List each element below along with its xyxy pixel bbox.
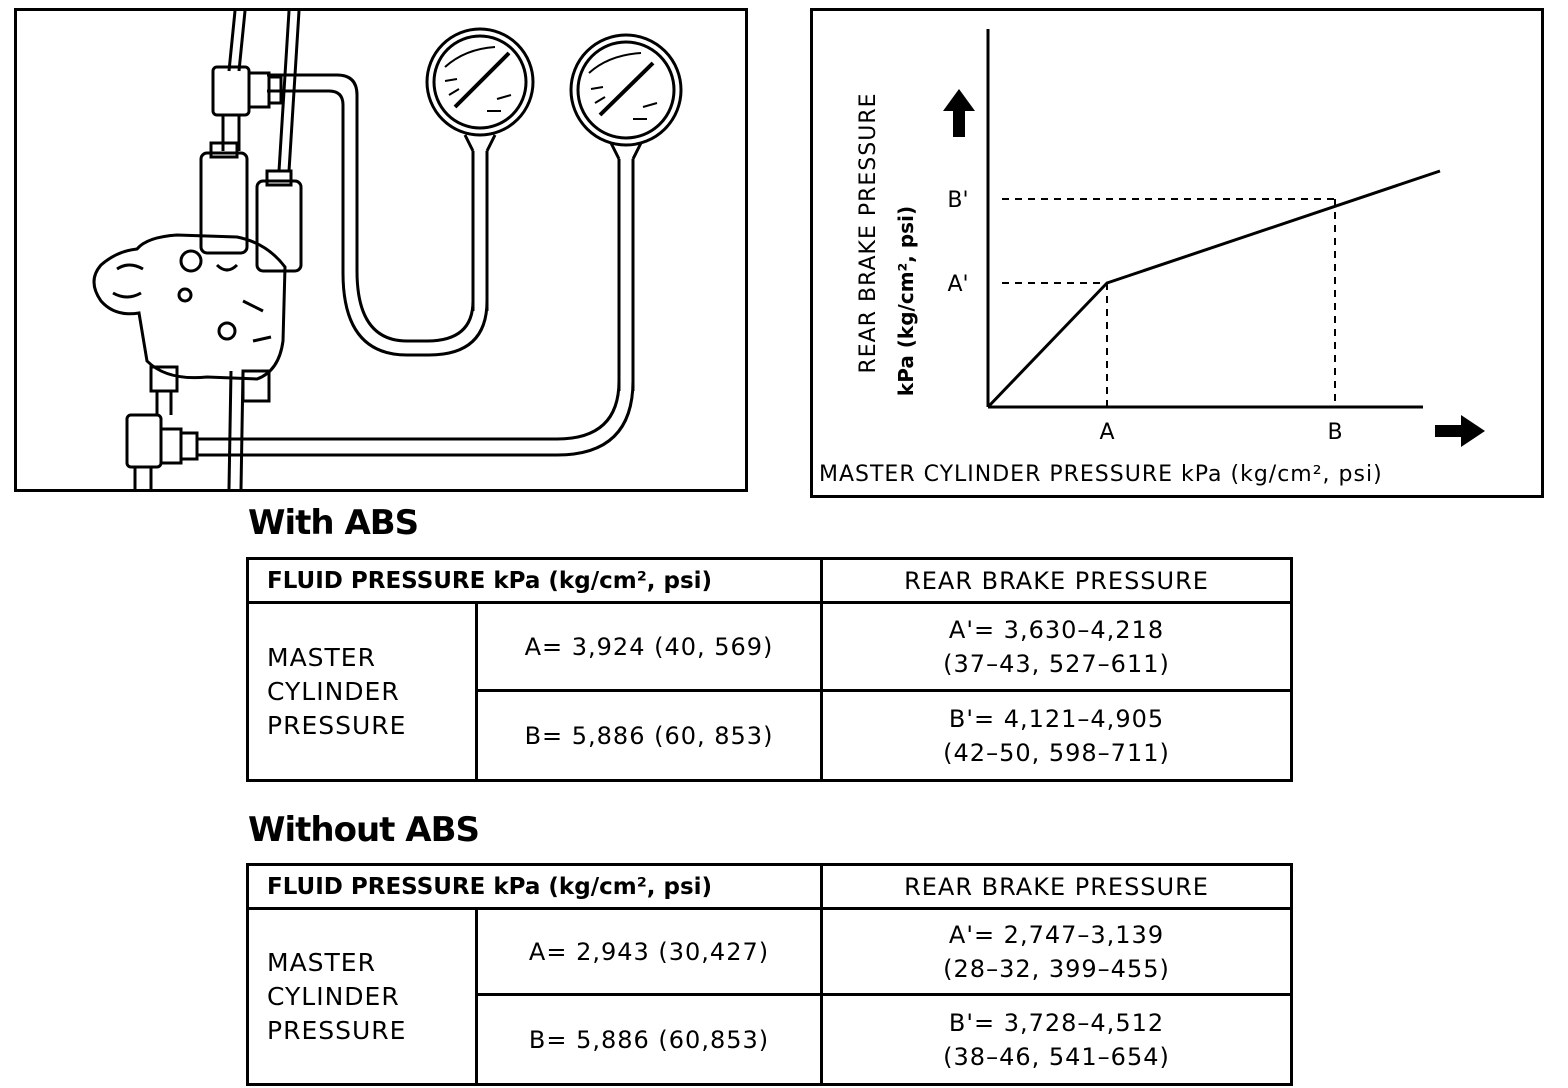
- without-abs-title: Without ABS: [248, 810, 479, 850]
- gauge-hose-lower: [197, 371, 619, 439]
- y-axis-label-line2: kPa (kg/cm², psi): [894, 205, 918, 397]
- pressure-gauge-2: [571, 35, 681, 391]
- header-rear-brake-pressure: REAR BRAKE PRESSURE: [822, 559, 1292, 603]
- brake-line: [229, 11, 235, 71]
- brake-line: [239, 11, 245, 71]
- pressure-gauge-1: [427, 29, 533, 311]
- table-row: [248, 909, 1292, 995]
- master-pressure-b: B= 5,886 (60,853): [477, 995, 822, 1085]
- y-tick-b-prime: B': [947, 188, 969, 213]
- x-tick-b: B: [1327, 420, 1343, 445]
- proportioning-valve: [94, 143, 301, 415]
- row-head-master-cylinder: MASTER CYLINDER PRESSURE: [248, 909, 477, 1085]
- pressure-curve: [988, 171, 1440, 407]
- y-axis-label-line1: REAR BRAKE PRESSURE: [856, 92, 881, 374]
- rear-pressure-a-prime: A'= 3,630–4,218 (37–43, 527–611): [822, 603, 1292, 691]
- row-head-master-cylinder: MASTER CYLINDER PRESSURE: [248, 603, 477, 781]
- header-rear-brake-pressure: REAR BRAKE PRESSURE: [822, 865, 1292, 909]
- header-fluid-pressure: FLUID PRESSURE kPa (kg/cm², psi): [248, 559, 822, 603]
- upper-fitting: [213, 67, 281, 151]
- lower-fitting: [127, 415, 197, 489]
- rear-pressure-b-prime: B'= 4,121–4,905 (42–50, 598–711): [822, 691, 1292, 781]
- table-header-row: [248, 865, 1292, 909]
- master-pressure-a: A= 2,943 (30,427): [477, 909, 822, 995]
- table-row: [248, 603, 1292, 691]
- rear-pressure-a-prime: A'= 2,747–3,139 (28–32, 399–455): [822, 909, 1292, 995]
- x-axis-label: MASTER CYLINDER PRESSURE kPa (kg/cm², psi): [819, 462, 1383, 487]
- pressure-graph-panel: [810, 8, 1544, 498]
- gauge-hose-lower-outer: [197, 371, 633, 455]
- brake-line: [229, 371, 231, 489]
- x-arrow-icon: [1435, 415, 1485, 447]
- pressure-graph: [813, 11, 1541, 495]
- valve-gauge-illustration: [14, 8, 748, 492]
- x-tick-a: A: [1099, 420, 1115, 445]
- y-arrow-icon: [943, 89, 975, 137]
- y-tick-a-prime: A': [947, 272, 969, 297]
- gauge-hose-upper: [267, 75, 473, 341]
- without-abs-table: [246, 863, 1293, 1086]
- table-header-row: [248, 559, 1292, 603]
- gauge-setup-drawing: [17, 11, 745, 489]
- header-fluid-pressure: FLUID PRESSURE kPa (kg/cm², psi): [248, 865, 822, 909]
- with-abs-table: [246, 557, 1293, 782]
- master-pressure-b: B= 5,886 (60, 853): [477, 691, 822, 781]
- master-pressure-a: A= 3,924 (40, 569): [477, 603, 822, 691]
- with-abs-title: With ABS: [248, 503, 419, 543]
- rear-pressure-b-prime: B'= 3,728–4,512 (38–46, 541–654): [822, 995, 1292, 1085]
